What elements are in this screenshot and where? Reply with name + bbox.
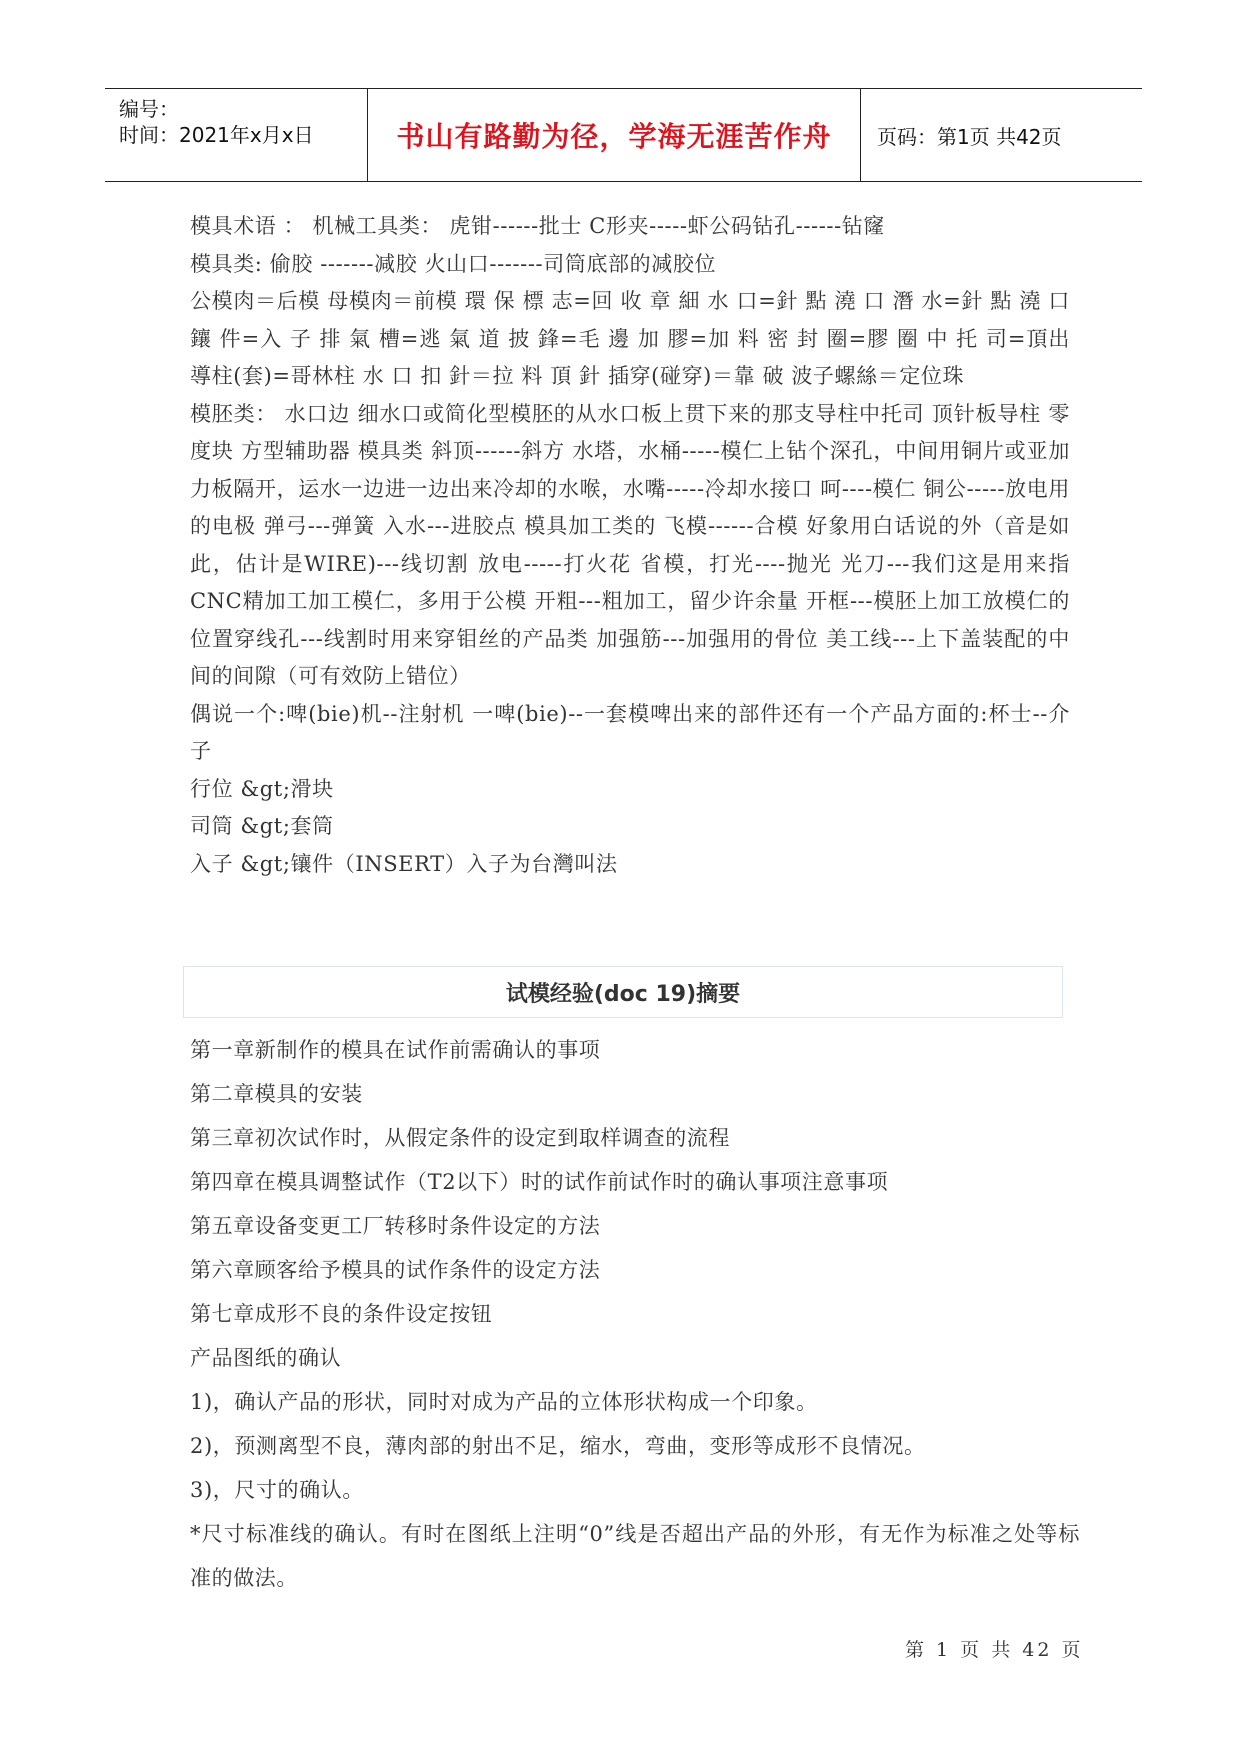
page-header (105, 88, 1142, 182)
chapter-item: 第六章顾客给予模具的试作条件的设定方法 (190, 1258, 601, 1282)
section-title: 试模经验(doc 19)摘要 (505, 981, 741, 1007)
header-page-cell (861, 89, 1142, 181)
chapter-item: 第四章在模具调整试作（T2以下）时的试作前试作时的确认事项注意事项 (190, 1170, 889, 1194)
chapter-item: 第七章成形不良的条件设定按钮 (190, 1302, 493, 1326)
serial-label: 编号： (119, 97, 179, 121)
glossary-paragraph: 司筒 &gt;套筒 (190, 814, 334, 838)
list-item: 3)，尺寸的确认。 (190, 1478, 364, 1502)
glossary-body (190, 208, 1070, 883)
chapter-list (190, 1028, 1080, 1600)
header-motto-cell (367, 89, 861, 181)
chapter-item: 第一章新制作的模具在试作前需确认的事项 (190, 1038, 601, 1062)
date-label: 时间：2021年x月x日 (119, 123, 314, 147)
list-item: *尺寸标准线的确认。有时在图纸上注明“0”线是否超出产品的外形，有无作为标准之处等标准的做法。 (190, 1522, 1080, 1590)
chapter-item: 第二章模具的安装 (190, 1082, 363, 1106)
motto: 书山有路勤为径，学海无涯苦作舟 (396, 120, 832, 153)
list-item: 1)，确认产品的形状，同时对成为产品的立体形状构成一个印象。 (190, 1390, 818, 1414)
glossary-paragraph: 偶说一个:啤(bie)机--注射机 一啤(bie)--一套模啤出来的部件还有一个产品方面的:杯士--介子 (190, 701, 1070, 763)
chapter-item: 第五章设备变更工厂转移时条件设定的方法 (190, 1214, 601, 1238)
glossary-paragraph: 模胚类： 水口边 细水口或简化型模胚的从水口板上贯下来的那支导柱中托司 顶针板导柱 零度块 方型辅助器 模具类 斜顶------斜方 水塔，水桶-----模仁上钻个深孔，中间用铜片或亚加力板隔开，运水一边进一边出来冷却的水喉，水嘴-----冷却水接口 呵----模仁 铜公-----放电用的电极 弹弓---弹簧 入水---进胶点 模具加工类的 飞模------合模 好象用白话说的外（音是如此，估计是WIRE)---线切割 放电-----打火花 省模，打光----抛光 光刀---我们这是用来指CNC精加工加工模仁，多用于公模 开粗---粗加工，留少许余量 开框---模胚上加工放模仁的位置穿线孔---线割时用来穿钼丝的产品类 加强筋---加强用的骨位 美工线---上下盖装配的中间的间隙（可有效防上错位） (190, 401, 1070, 688)
header-left-cell (105, 89, 367, 181)
glossary-paragraph: 公模肉＝后模 母模肉＝前模 環 保 標 志=回 收 章 細 水 口=針 點 澆 口 潛 水=針 點 澆 口 鑲 件=入 子 排 氣 槽=逃 氣 道 披 鋒=毛 邊 加 膠=加 料 密 封 圈=膠 圈 中 托 司=頂出導柱(套)=哥林柱 水 口 扣 針＝拉 料 頂 針 插穿(碰穿)＝靠 破 波子螺絲＝定位珠 (190, 289, 1070, 388)
chapter-item: 第三章初次试作时，从假定条件的设定到取样调查的流程 (190, 1126, 730, 1150)
section-heading-box (183, 966, 1063, 1018)
glossary-paragraph: 模具术语 ： 机械工具类： 虎钳------批士 C形夹-----虾公码钻孔------钻窿 (190, 214, 885, 238)
list-item: 2)，预测离型不良，薄肉部的射出不足，缩水，弯曲，变形等成形不良情况。 (190, 1434, 926, 1458)
list-item: 产品图纸的确认 (190, 1346, 342, 1370)
glossary-paragraph: 入子 &gt;镶件（INSERT）入子为台灣叫法 (190, 851, 618, 876)
page-footer: 第 1 页 共 42 页 (905, 1639, 1084, 1661)
glossary-paragraph: 模具类: 偷胶 -------减胶 火山口-------司筒底部的减胶位 (190, 251, 717, 276)
header-page-number: 页码：第1页 共42页 (877, 124, 1062, 149)
glossary-paragraph: 行位 &gt;滑块 (190, 776, 334, 801)
